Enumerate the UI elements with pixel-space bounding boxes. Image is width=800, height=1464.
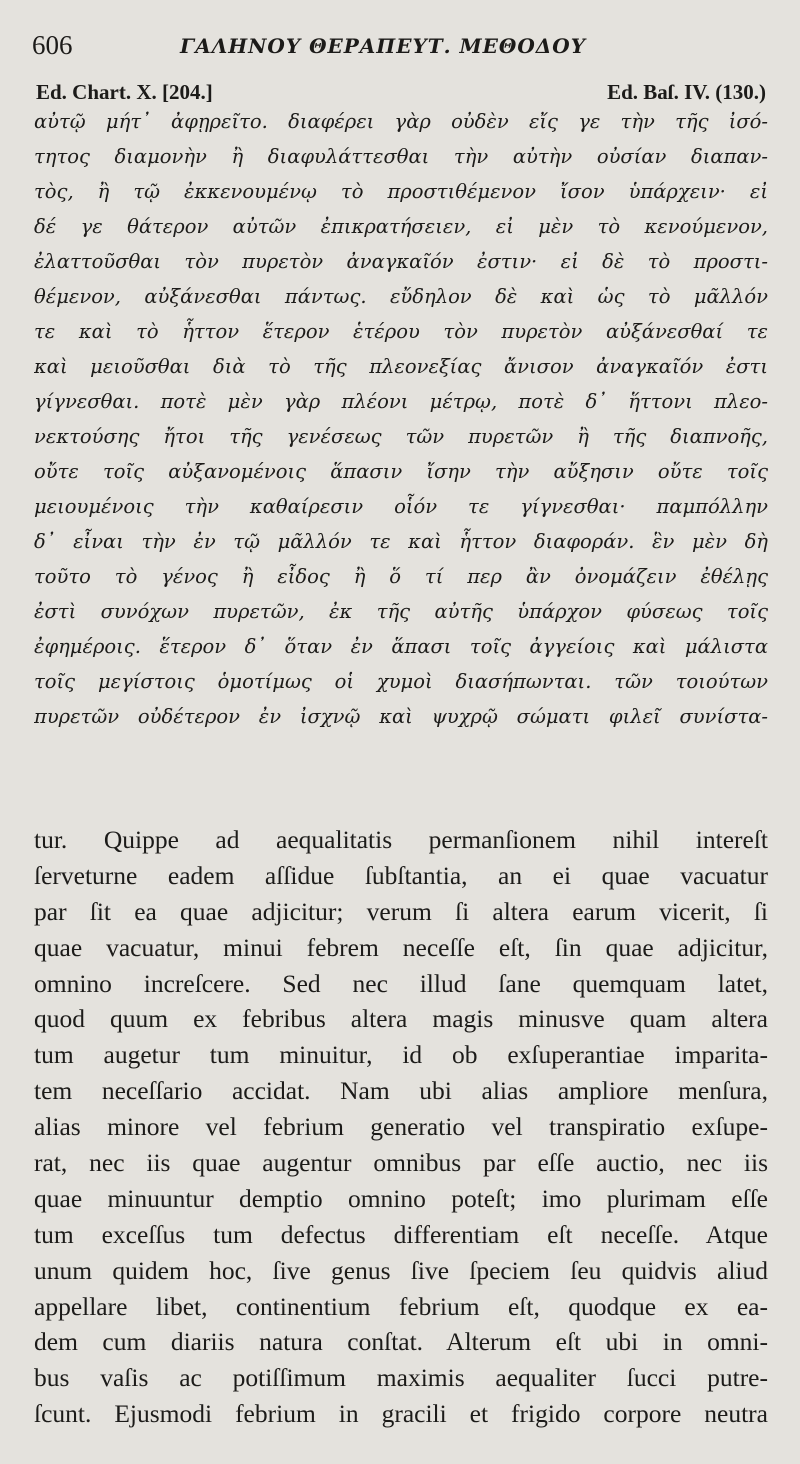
- greek-text-line: δ᾽ εἶναι τὴν ἐν τῷ μᾶλλόν τε καὶ ἧττον διαφοράν. ἓν μὲν δὴ: [34, 530, 768, 553]
- greek-text-line: μειουμένοις τὴν καθαίρεσιν οἷόν τε γίγνεσθαι· παμπόλλην: [34, 495, 768, 518]
- greek-text-line: τητος διαμονὴν ἢ διαφυλάττεσθαι τὴν αὐτὴν οὐσίαν διαπαν-: [34, 145, 768, 168]
- latin-text-line: tum augetur tum minuitur, id ob exſuperantiae imparita-: [34, 1040, 768, 1070]
- latin-text-line: unum quidem hoc, ſive genus ſive ſpeciem ſeu quidvis aliud: [34, 1255, 768, 1285]
- greek-text-line: ἐλαττοῦσθαι τὸν πυρετὸν ἀναγκαῖόν ἐστιν· εἰ δὲ τὸ προστι-: [34, 250, 768, 273]
- edition-reference-right: Ed. Baſ. IV. (130.): [607, 80, 766, 104]
- greek-text-line: καὶ μειοῦσθαι διὰ τὸ τῆς πλεονεξίας ἄνισον ἀναγκαῖόν ἐστι: [34, 355, 768, 378]
- greek-text-line: οὔτε τοῖς αὐξανομένοις ἅπασιν ἴσην τὴν αὔξησιν οὔτε τοῖς: [34, 460, 768, 483]
- latin-text-block: [34, 822, 768, 1432]
- greek-text-line: τοῦτο τὸ γένος ἢ εἶδος ἢ ὅ τί περ ἂν ὀνομάζειν ἐθέλῃς: [34, 565, 768, 588]
- greek-text-line: ἐστὶ συνόχων πυρετῶν, ἐκ τῆς αὐτῆς ὑπάρχον φύσεως τοῖς: [34, 600, 768, 623]
- latin-text-line: ſcunt. Ejusmodi febrium in gracili et frigido corpore neutra: [34, 1399, 768, 1429]
- latin-text-line: tem neceſſario accidat. Nam ubi alias ampliore menſura,: [34, 1076, 768, 1106]
- greek-text-block: [34, 104, 768, 734]
- greek-text-line: τε καὶ τὸ ἧττον ἕτερον ἑτέρου τὸν πυρετὸν αὐξάνεσθαί τε: [34, 320, 768, 343]
- latin-text-line: quod quum ex febribus altera magis minusve quam altera: [34, 1004, 768, 1034]
- greek-text-line: δέ γε θάτερον αὐτῶν ἐπικρατήσειεν, εἰ μὲν τὸ κενούμενον,: [34, 215, 768, 238]
- latin-text-line: dem cum diariis natura conſtat. Alterum eſt ubi in omni-: [34, 1327, 768, 1357]
- latin-text-line: par ſit ea quae adjicitur; verum ſi altera earum vicerit, ſi: [34, 896, 768, 926]
- greek-text-line: τοῖς μεγίστοις ὁμοτίμως οἱ χυμοὶ διασήπωνται. τῶν τοιούτων: [34, 670, 768, 693]
- latin-text-line: alias minore vel febrium generatio vel transpiratio exſupe-: [34, 1112, 768, 1142]
- edition-references: [36, 80, 766, 106]
- running-title: ΓΑΛΗΝΟΥ ΘΕΡΑΠΕΥΤ. ΜΕΘΟΔΟΥ: [180, 34, 586, 58]
- greek-text-line: ἐφημέροις. ἕτερον δ᾽ ὅταν ἐν ἅπασι τοῖς ἀγγείοις καὶ μάλιστα: [34, 635, 768, 658]
- edition-reference-left: Ed. Chart. X. [204.]: [36, 80, 213, 104]
- greek-text-line: γίγνεσθαι. ποτὲ μὲν γὰρ πλέονι μέτρῳ, ποτὲ δ᾽ ἥττονι πλεο-: [34, 390, 768, 413]
- latin-text-line: ſerveturne eadem aſſidue ſubſtantia, an ei quae vacuatur: [34, 860, 768, 890]
- page-number: 606: [32, 30, 73, 60]
- page-header: [32, 30, 766, 64]
- latin-text-line: rat, nec iis quae augentur omnibus par eſſe auctio, nec iis: [34, 1148, 768, 1178]
- latin-text-line: quae vacuatur, minui febrem neceſſe eſt, ſin quae adjicitur,: [34, 932, 768, 962]
- latin-text-line: tur. Quippe ad aequalitatis permanſionem nihil intereſt: [34, 825, 768, 854]
- greek-text-line: νεκτούσης ἤτοι τῆς γενέσεως τῶν πυρετῶν ἢ τῆς διαπνοῆς,: [34, 425, 768, 448]
- greek-text-line: αὐτῷ μήτ᾽ ἀφῃρεῖτο. διαφέρει γὰρ οὐδὲν εἴς γε τὴν τῆς ἰσό-: [34, 110, 768, 133]
- latin-text-line: appellare libet, continentium febrium eſt, quodque ex ea-: [34, 1291, 768, 1321]
- greek-text-line: τὸς, ἢ τῷ ἐκκενουμένῳ τὸ προστιθέμενον ἴσον ὑπάρχειν· εἰ: [34, 180, 768, 203]
- greek-text-line: θέμενον, αὐξάνεσθαι πάντως. εὔδηλον δὲ καὶ ὡς τὸ μᾶλλόν: [34, 285, 768, 308]
- greek-text-line: πυρετῶν οὐδέτερον ἐν ἰσχνῷ καὶ ψυχρῷ σώματι φιλεῖ συνίστα-: [34, 705, 768, 728]
- latin-text-line: omnino increſcere. Sed nec illud ſane quemquam latet,: [34, 968, 768, 998]
- latin-text-line: tum exceſſus tum defectus differentiam eſt neceſſe. Atque: [34, 1219, 768, 1249]
- latin-text-line: bus vaſis ac potiſſimum maximis aequaliter ſucci putre-: [34, 1363, 768, 1393]
- latin-text-line: quae minuuntur demptio omnino poteſt; imo plurimam eſſe: [34, 1183, 768, 1213]
